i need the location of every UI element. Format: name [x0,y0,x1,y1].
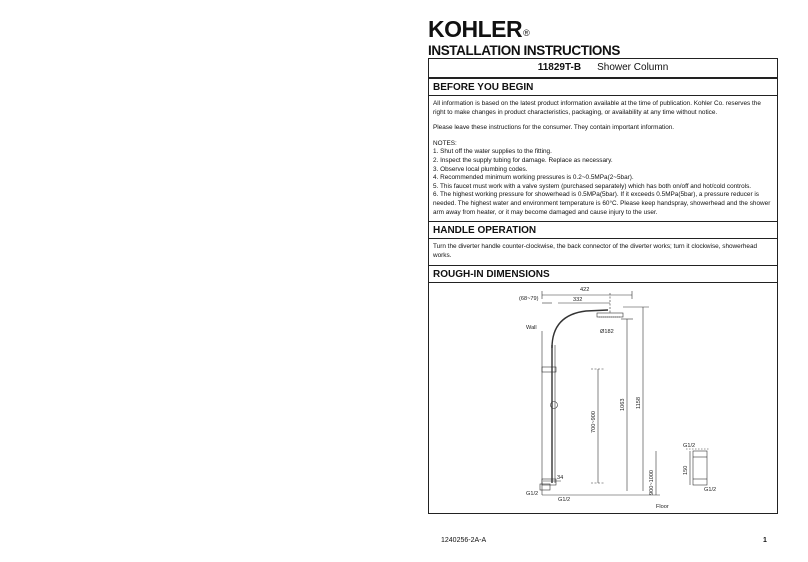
document-title: INSTALLATION INSTRUCTIONS [428,43,620,58]
wall-bracket-top [542,367,556,372]
logo-text: KOHLER [428,16,523,42]
note-5: 5. This faucet must work with a valve system (purchased separately) which has both on/off and hot/cold controls. [433,182,752,190]
dim-900-1000-label: 900~1000 [649,469,655,495]
model-number: 11829T-B [537,62,582,73]
kohler-logo [428,18,529,41]
dim-68-79-label: (68~79) [519,296,539,302]
rough-in-diagram [428,283,778,513]
note-4: 4. Recommended minimum working pressures is 0.2~0.5MPa(2~5bar). [433,174,634,182]
detail-g12-bottom-label: G1/2 [704,487,717,493]
section-heading-handle: HANDLE OPERATION [428,221,778,239]
note-6: 6. The highest working pressure for showerhead is 0.5MPa(5bar). If it exceeds 0.5MPa(5bar), a pressure reducer is needed. The highest water and environment temperature is 60°C. Please keep handspray, showerhead and the shower arm away from heater, or it may become damaged and cause injury to the user. [433,191,771,216]
floor-label: Floor [656,504,669,510]
model-bar [428,58,778,78]
before-para-2: Please leave these instructions for the consumer. They contain important information. [433,124,675,132]
detail-hose [693,451,707,485]
dim-422-label: 422 [580,287,590,293]
registered-mark: ® [523,28,530,38]
dim-1158-label: 1158 [636,396,642,409]
detail-150-label: 150 [683,465,689,475]
section-heading-rough-in: ROUGH-IN DIMENSIONS [428,265,778,283]
showerhead-shape [597,313,623,317]
dim-332-label: 332 [573,297,583,303]
dim-1063-label: 1063 [620,398,626,411]
before-you-begin-text [433,100,775,217]
dim-700-900-label: 700~900 [591,411,597,433]
note-2: 2. Inspect the supply tubing for damage. Replace as necessary. [433,156,613,164]
g12-label-b: G1/2 [558,497,571,503]
detail-g12-top-label: G1/2 [683,443,696,449]
g12-label-a: G1/2 [526,491,539,497]
model-name: Shower Column [597,62,669,73]
notes-title: NOTES: [433,139,457,147]
section-heading-before: BEFORE YOU BEGIN [428,78,778,96]
document-code: 1240256-2A-A [441,537,487,544]
dim-34-label: 34 [557,475,564,481]
before-para-1: All information is based on the latest product information available at the time of publication. Kohler Co. reserves the right to make changes in product characteristics, packaging, or availability at any time without notice. [433,100,761,116]
note-1: 1. Shut off the water supplies to the fitting. [433,148,552,156]
dim-182-label: Ø182 [600,329,614,335]
note-3: 3. Observe local plumbing codes. [433,165,528,173]
page-number: 1 [763,537,767,544]
wall-label: Wall [526,325,537,331]
handle-operation-text: Turn the diverter handle counter-clockwise, the back connector of the diverter works; turn it clockwise, showerhead works. [433,243,758,259]
